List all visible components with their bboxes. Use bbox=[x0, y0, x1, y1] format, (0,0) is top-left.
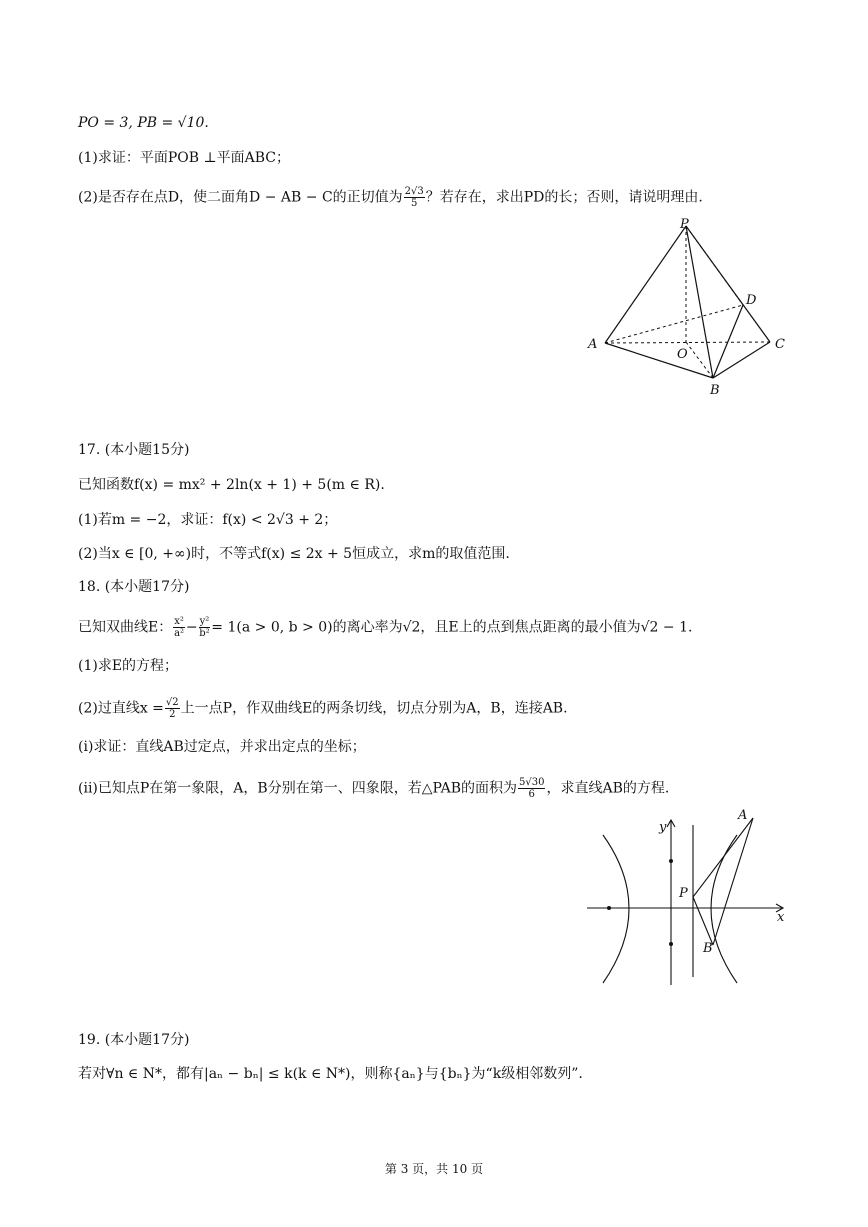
page-footer: 第 3 页，共 10 页 bbox=[384, 1162, 484, 1176]
problem-18-hyperbola bbox=[78, 616, 692, 639]
area-fraction bbox=[518, 777, 545, 800]
label-a: A bbox=[588, 337, 598, 352]
label-b: B bbox=[710, 383, 720, 398]
fraction-numerator: x² bbox=[174, 616, 184, 627]
tangent-fraction bbox=[404, 186, 425, 209]
problem-19-heading: 19. (本小题17分) bbox=[78, 1032, 190, 1048]
label-b: B bbox=[703, 941, 713, 956]
q18-text-a: 已知双曲线E： bbox=[78, 619, 173, 636]
q18-part2-text-a: (2)过直线x = bbox=[78, 700, 164, 717]
label-o: O bbox=[677, 347, 688, 362]
part-2-text-b: ？若存在，求出PD的长；否则，请说明理由. bbox=[425, 189, 703, 206]
pyramid-figure bbox=[580, 212, 800, 402]
fraction-denominator: 6 bbox=[528, 789, 535, 800]
part-1-statement: (1)求证：平面POB ⊥平面ABC； bbox=[78, 150, 291, 166]
fraction-denominator: 5 bbox=[411, 198, 418, 209]
hyperbola-figure bbox=[585, 805, 795, 990]
label-y-axis: y bbox=[659, 820, 667, 835]
root2-over-2-fraction bbox=[165, 697, 180, 720]
problem-19-definition: 若对∀n ∈ N*，都有|aₙ − bₙ| ≤ k(k ∈ N*)，则称{aₙ}与{bₙ}为“k级相邻数列”. bbox=[78, 1066, 583, 1082]
given-lengths: PO = 3, PB = √10. bbox=[78, 115, 209, 131]
part-2-statement bbox=[78, 186, 703, 209]
problem-18-part-2-ii bbox=[78, 777, 669, 800]
y-squared-fraction bbox=[199, 616, 211, 639]
label-p: P bbox=[679, 886, 688, 901]
label-p: P bbox=[680, 217, 689, 232]
label-d: D bbox=[746, 293, 757, 308]
label-a: A bbox=[738, 808, 748, 823]
label-c: C bbox=[775, 337, 785, 352]
fraction-denominator: 2 bbox=[169, 709, 176, 720]
part-2-text-a: (2)是否存在点D，使二面角D − AB − C的正切值为 bbox=[78, 189, 403, 206]
problem-17-heading: 17. (本小题15分) bbox=[78, 442, 190, 458]
q18-part2-text-b: 上一点P，作双曲线E的两条切线，切点分别为A，B，连接AB. bbox=[180, 700, 568, 717]
problem-17-function: 已知函数f(x) = mx² + 2ln(x + 1) + 5(m ∈ R). bbox=[78, 477, 385, 493]
fraction-numerator: 5√30 bbox=[519, 777, 545, 788]
problem-18-part-1: (1)求E的方程； bbox=[78, 658, 179, 674]
problem-17-part-2: (2)当x ∈ [0, +∞)时，不等式f(x) ≤ 2x + 5恒成立，求m的取值范围. bbox=[78, 546, 510, 562]
fraction-denominator: b² bbox=[199, 628, 210, 639]
q18-ii-text-b: ，求直线AB的方程. bbox=[546, 780, 670, 797]
fraction-numerator: √2 bbox=[165, 697, 179, 708]
fraction-numerator: 2√3 bbox=[404, 186, 424, 197]
fraction-numerator: y² bbox=[199, 616, 210, 627]
problem-18-part-2 bbox=[78, 697, 568, 720]
label-x-axis: x bbox=[777, 910, 785, 925]
problem-18-part-2-i: (i)求证：直线AB过定点，并求出定点的坐标； bbox=[78, 739, 366, 755]
x-squared-fraction bbox=[173, 616, 185, 639]
fraction-denominator: a² bbox=[174, 628, 185, 639]
q18-ii-text-a: (ii)已知点P在第一象限，A，B分别在第一、四象限，若△PAB的面积为 bbox=[78, 780, 517, 797]
problem-17-part-1: (1)若m = −2，求证：f(x) < 2√3 + 2； bbox=[78, 512, 338, 528]
problem-18-heading: 18. (本小题17分) bbox=[78, 579, 190, 595]
minus-sign: − bbox=[185, 619, 198, 636]
q18-text-b: = 1(a > 0, b > 0)的离心率为√2，且E上的点到焦点距离的最小值为√2 − 1. bbox=[211, 619, 693, 636]
